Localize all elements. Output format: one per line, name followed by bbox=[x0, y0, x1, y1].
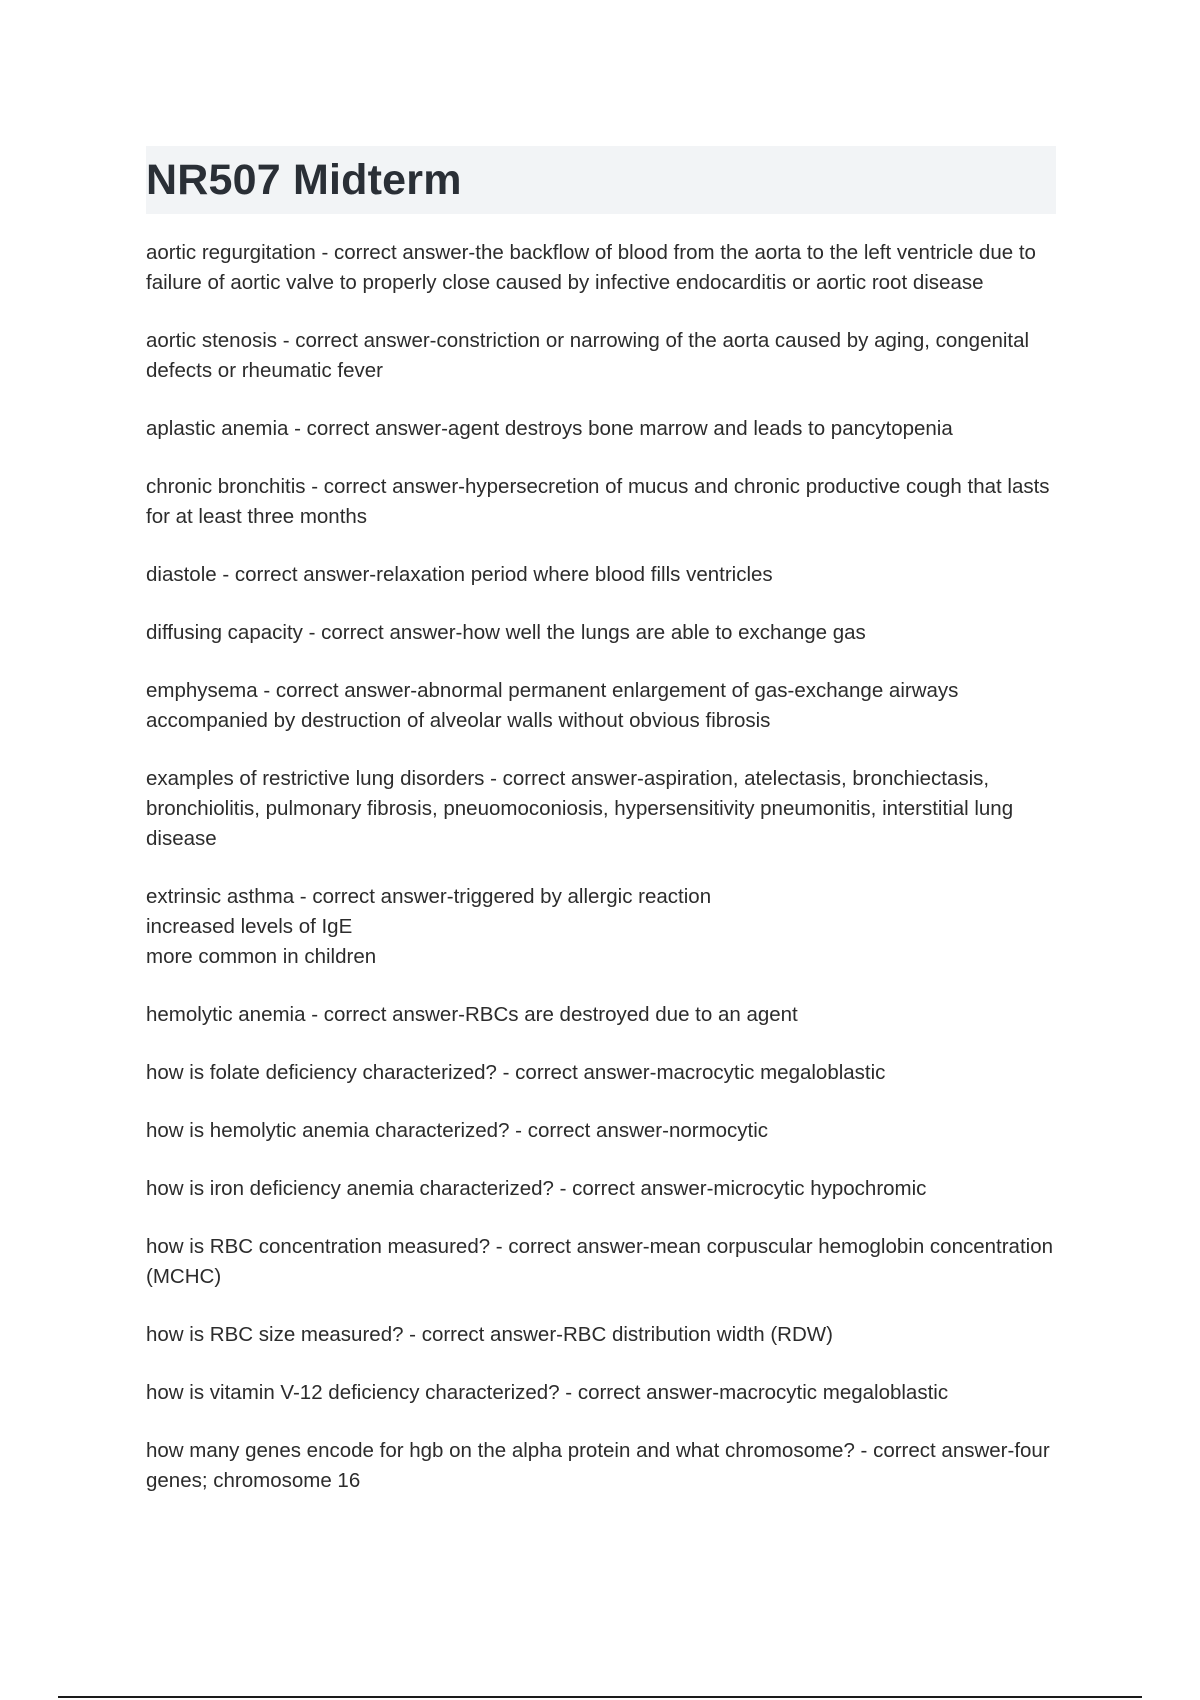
list-item: hemolytic anemia - correct answer-RBCs are destroyed due to an agent bbox=[146, 1003, 798, 1026]
list-item: how is iron deficiency anemia characterized? - correct answer-microcytic hypochromic bbox=[146, 1177, 927, 1200]
list-item: diastole - correct answer-relaxation period where blood fills ventricles bbox=[146, 563, 773, 586]
list-item: how is RBC concentration measured? - correct answer-mean corpuscular hemoglobin concentration (MCHC) bbox=[146, 1235, 1053, 1288]
list-item: extrinsic asthma - correct answer-triggered by allergic reaction increased levels of IgE more common in children bbox=[146, 885, 712, 968]
list-item: how many genes encode for hgb on the alpha protein and what chromosome? - correct answer-four genes; chromosome 16 bbox=[146, 1439, 1050, 1492]
list-item: aortic regurgitation - correct answer-the backflow of blood from the aorta to the left ventricle due to failure of aortic valve to properly close caused by infective endocarditis or aortic root disease bbox=[146, 241, 1036, 294]
list-item: aplastic anemia - correct answer-agent destroys bone marrow and leads to pancytopenia bbox=[146, 417, 953, 440]
list-item: emphysema - correct answer-abnormal permanent enlargement of gas-exchange airways accompanied by destruction of alveolar walls without obvious fibrosis bbox=[146, 679, 959, 732]
list-item: how is vitamin V-12 deficiency characterized? - correct answer-macrocytic megaloblastic bbox=[146, 1381, 949, 1404]
list-item: diffusing capacity - correct answer-how well the lungs are able to exchange gas bbox=[146, 621, 866, 644]
page-title: NR507 Midterm bbox=[146, 155, 462, 204]
list-item: how is folate deficiency characterized? - correct answer-macrocytic megaloblastic bbox=[146, 1061, 886, 1084]
list-item: how is RBC size measured? - correct answer-RBC distribution width (RDW) bbox=[146, 1323, 833, 1346]
list-item: chronic bronchitis - correct answer-hypersecretion of mucus and chronic productive cough that lasts for at least three months bbox=[146, 475, 1050, 528]
footer-divider bbox=[58, 1696, 1142, 1698]
title-bar bbox=[146, 146, 1056, 214]
list-item: aortic stenosis - correct answer-constriction or narrowing of the aorta caused by aging, congenital defects or rheumatic fever bbox=[146, 329, 1030, 382]
list-item: how is hemolytic anemia characterized? - correct answer-normocytic bbox=[146, 1119, 769, 1142]
list-item: examples of restrictive lung disorders - correct answer-aspiration, atelectasis, bronchiectasis, bronchiolitis, pulmonary fibrosis, pneuomoconiosis, hypersensitivity pneumonitis, interstitial lung disease bbox=[146, 767, 1014, 850]
flashcard-list bbox=[146, 238, 1056, 1524]
